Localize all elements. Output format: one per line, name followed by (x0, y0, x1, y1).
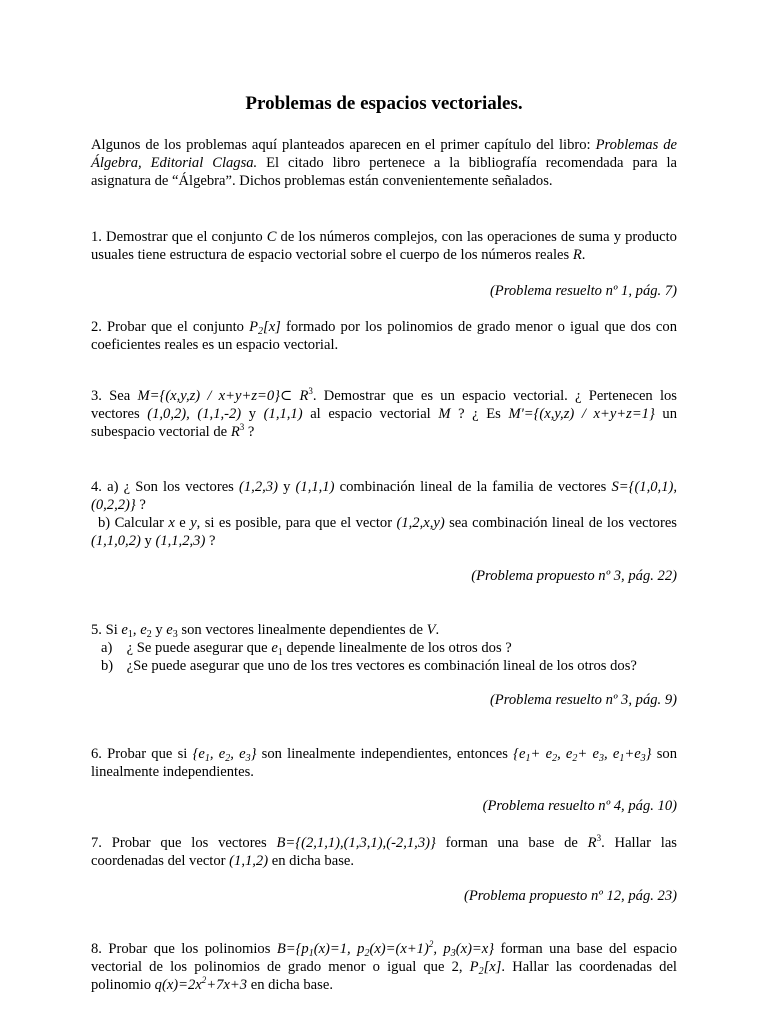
problem-5b: b) ¿Se puede asegurar que uno de los tres vectores es combinación lineal de los otros dos? (101, 658, 637, 674)
problem-6: 6. Probar que si {$e_1$, $e_2$, $e_3$} son linealmente independientes, entonces {$e_1+ e_2$, $e_2+ e_3$, $e_1+e_3$} son linealmente independientes. (91, 746, 678, 780)
intro-text: Algunos de los problemas aquí planteados aparecen en el primer capítulo del libro: (91, 137, 596, 153)
book-title: Problemas de Álgebra, Editorial Clagsa. (91, 137, 677, 171)
problem-5-reference: (Problema resuelto nº 3, pág. 9) (489, 692, 677, 708)
problem-2: 2. Probar que el conjunto $P_2[x]$ formado por los polinomios de grado menor o igual que dos con coeficientes reales es un espacio vectorial. (91, 319, 677, 353)
problem-5: 5. Si $e_1$, $e_2$ y $e_3$ son vectores linealmente dependientes de V. (91, 622, 440, 640)
intro-text-2: El citado libro pertenece a la bibliografía recomendada para la asignatura de “Álgebra”. Dichos problemas están convenientemente señalados. (91, 155, 678, 189)
problem-8: 8. Probar que los polinomios $B=\{p_1(x)=1$, $p_2(x)=(x+1)^2$, $p_3(x)=x$} forman una base del espacio vectorial de los polinomios de grado menor o igual que 2, $P_2[x]$. Hallar las coordenadas del polinomio $q(x)=2x^2+7x+3$ en dicha base. (91, 939, 678, 993)
problem-5a: a) ¿ Se puede asegurar que $e_1$ depende linealmente de los otros dos ? (101, 640, 512, 658)
problem-6-reference: (Problema resuelto nº 4, pág. 10) (482, 798, 677, 814)
problem-1: 1. Demostrar que el conjunto C de los números complejos, con las operaciones de suma y producto usuales tiene estructura de espacio vectorial sobre el cuerpo de los números reales R. (91, 229, 677, 263)
intro-paragraph (91, 136, 677, 190)
problem-3: 3. Sea M={(x,y,z) / x+y+z=0}⊂ $R^3$. Demostrar que es un espacio vectorial. ¿ Pertenecen los vectores (1,0,2), (1,1,-2) y (1,1,1) al espacio vectorial M ? ¿ Es M'={(x,y,z) / x+y+z=1} un subespacio vectorial de $R^3$ ? (91, 386, 678, 440)
problem-7-reference: (Problema propuesto nº 12, pág. 23) (463, 888, 677, 904)
document-title: Problemas de espacios vectoriales. (245, 93, 523, 114)
problem-4b: b) Calcular x e y, si es posible, para que el vector (1,2,x,y) sea combinación lineal de los vectores (1,1,0,2) y (1,1,2,3) ? (91, 515, 677, 549)
problem-4a: 4. a) ¿ Son los vectores (1,2,3) y (1,1,1) combinación lineal de la familia de vectores S={(1,0,1),(0,2,2)} ? (91, 479, 678, 513)
problem-7: 7. Probar que los vectores B={(2,1,1),(1,3,1),(-2,1,3)} forman una base de $R^3$. Hallar las coordenadas del vector (1,1,2) en dicha base. (91, 833, 677, 869)
problem-4-reference: (Problema propuesto nº 3, pág. 22) (471, 568, 677, 584)
problem-1-reference: (Problema resuelto nº 1, pág. 7) (489, 283, 677, 299)
